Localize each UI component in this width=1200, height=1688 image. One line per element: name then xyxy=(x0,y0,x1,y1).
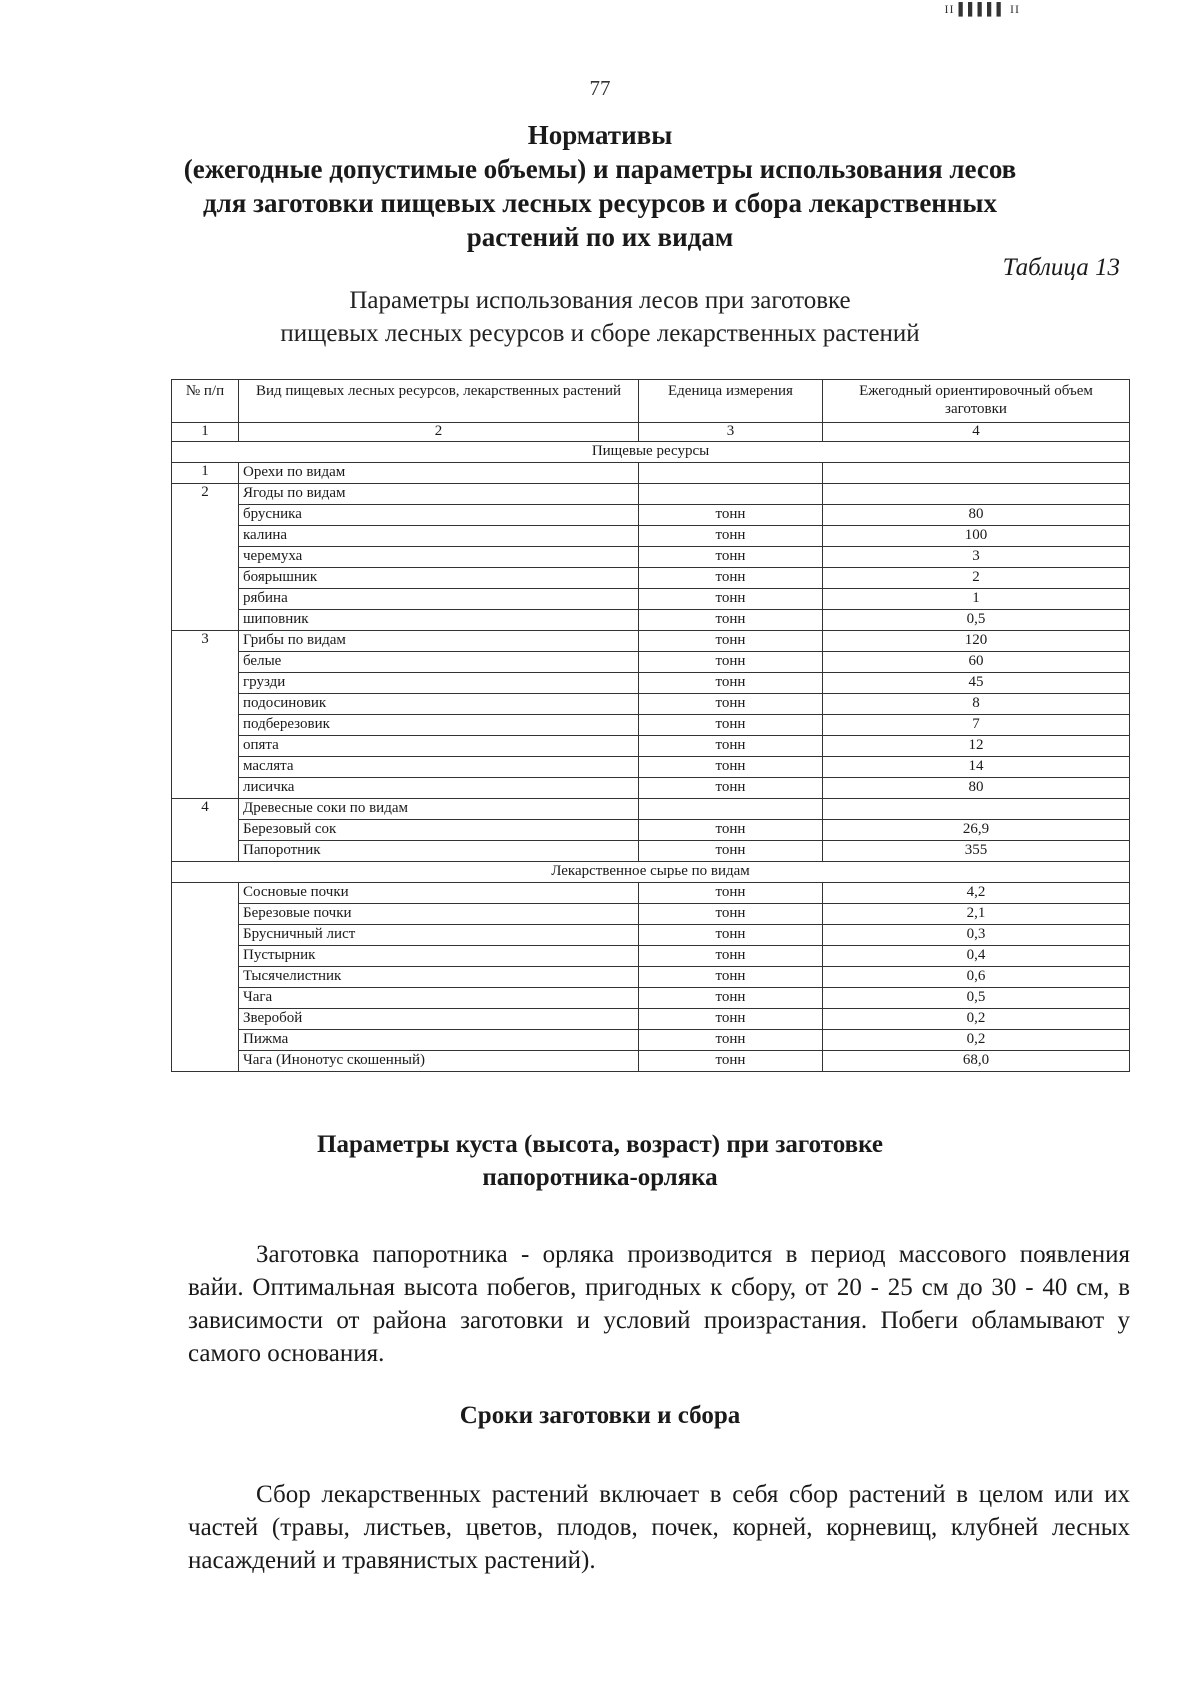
column-numbers-row xyxy=(172,423,1130,442)
volume: 0,5 xyxy=(823,988,1130,1009)
column-number: 3 xyxy=(639,423,823,442)
volume xyxy=(823,463,1130,484)
table-row xyxy=(172,1030,1130,1051)
unit xyxy=(639,799,823,820)
title-line: для заготовки пищевых лесных ресурсов и сбора лекарственных xyxy=(202,188,997,218)
resource-name: маслята xyxy=(239,757,639,778)
section-heading-terms: Сроки заготовки и сбора xyxy=(459,1402,741,1429)
resource-name: рябина xyxy=(239,589,639,610)
unit: тонн xyxy=(639,883,823,904)
caption-line: Параметры использования лесов при заготовке xyxy=(349,287,851,314)
resources-table xyxy=(171,379,1130,1072)
volume: 1 xyxy=(823,589,1130,610)
paragraph-text: Заготовка папоротника - орляка производится в период массового появления вайи. Оптимальная высота побегов, пригодных к сбору, от 20 - 25 см до 30 - 40 см, в зависимости от района заготовки и условий произрастания. Побеги обламывают у самого основания. xyxy=(188,1241,1130,1367)
title-line: (ежегодные допустимые объемы) и параметры использования лесов xyxy=(183,154,1017,184)
unit xyxy=(639,484,823,505)
title-line: Нормативы xyxy=(527,120,673,150)
resource-name: подосиновик xyxy=(239,694,639,715)
unit: тонн xyxy=(639,757,823,778)
heading-line: Параметры куста (высота, возраст) при заготовке xyxy=(317,1131,883,1158)
resource-name: Зверобой xyxy=(239,1009,639,1030)
volume: 0,2 xyxy=(823,1030,1130,1051)
table-row xyxy=(172,841,1130,862)
unit: тонн xyxy=(639,946,823,967)
unit: тонн xyxy=(639,967,823,988)
row-number: 3 xyxy=(172,631,239,799)
column-number: 4 xyxy=(823,423,1130,442)
volume: 60 xyxy=(823,652,1130,673)
resource-name: черемуха xyxy=(239,547,639,568)
resource-name: Березовые почки xyxy=(239,904,639,925)
table-row xyxy=(172,505,1130,526)
resource-name: калина xyxy=(239,526,639,547)
volume xyxy=(823,484,1130,505)
row-number: 1 xyxy=(172,463,239,484)
resource-name: Сосновые почки xyxy=(239,883,639,904)
unit: тонн xyxy=(639,631,823,652)
header-cell: Вид пищевых лесных ресурсов, лекарственных растений xyxy=(239,380,639,423)
table-row xyxy=(172,631,1130,652)
header-cell: Еденица измерения xyxy=(639,380,823,423)
table-row xyxy=(172,484,1130,505)
section-food-label: Пищевые ресурсы xyxy=(172,442,1130,463)
table-row xyxy=(172,673,1130,694)
table-row xyxy=(172,988,1130,1009)
volume: 80 xyxy=(823,505,1130,526)
caption-line: пищевых лесных ресурсов и сборе лекарственных растений xyxy=(280,320,920,347)
volume: 2 xyxy=(823,568,1130,589)
table-row xyxy=(172,652,1130,673)
unit: тонн xyxy=(639,568,823,589)
resource-name: Пижма xyxy=(239,1030,639,1051)
resource-name: Ягоды по видам xyxy=(239,484,639,505)
table-row xyxy=(172,967,1130,988)
header-cell: № п/п xyxy=(172,380,239,423)
unit: тонн xyxy=(639,736,823,757)
table-row xyxy=(172,547,1130,568)
column-number: 2 xyxy=(239,423,639,442)
resource-name: Пустырник xyxy=(239,946,639,967)
paragraph-terms xyxy=(188,1478,1130,1577)
table-row xyxy=(172,778,1130,799)
table-row xyxy=(172,715,1130,736)
volume: 0,3 xyxy=(823,925,1130,946)
table-row xyxy=(172,883,1130,904)
volume: 0,6 xyxy=(823,967,1130,988)
volume: 7 xyxy=(823,715,1130,736)
volume: 0,4 xyxy=(823,946,1130,967)
volume: 12 xyxy=(823,736,1130,757)
resource-name: Чага xyxy=(239,988,639,1009)
resource-name: боярышник xyxy=(239,568,639,589)
volume: 0,5 xyxy=(823,610,1130,631)
unit: тонн xyxy=(639,526,823,547)
unit: тонн xyxy=(639,904,823,925)
row-number: 2 xyxy=(172,484,239,631)
volume: 26,9 xyxy=(823,820,1130,841)
volume xyxy=(823,799,1130,820)
heading-line: папоротника-орляка xyxy=(482,1164,718,1191)
resource-name: Брусничный лист xyxy=(239,925,639,946)
table-row xyxy=(172,799,1130,820)
section-heading-fern xyxy=(150,1128,1050,1194)
table-header-row xyxy=(172,380,1130,423)
volume: 100 xyxy=(823,526,1130,547)
table-row xyxy=(172,610,1130,631)
unit: тонн xyxy=(639,988,823,1009)
volume: 0,2 xyxy=(823,1009,1130,1030)
row-number xyxy=(172,883,239,1072)
volume: 4,2 xyxy=(823,883,1130,904)
unit: тонн xyxy=(639,547,823,568)
unit: тонн xyxy=(639,925,823,946)
resource-name: Орехи по видам xyxy=(239,463,639,484)
resource-name: опята xyxy=(239,736,639,757)
volume: 3 xyxy=(823,547,1130,568)
table-row xyxy=(172,1051,1130,1072)
unit: тонн xyxy=(639,1030,823,1051)
volume: 45 xyxy=(823,673,1130,694)
resource-name: подберезовик xyxy=(239,715,639,736)
resource-name: Березовый сок xyxy=(239,820,639,841)
header-cell: Ежегодный ориентировочный объем заготовки xyxy=(823,380,1130,423)
table-row xyxy=(172,925,1130,946)
table-row xyxy=(172,694,1130,715)
resource-name: Тысячелистник xyxy=(239,967,639,988)
row-number: 4 xyxy=(172,799,239,862)
table-row xyxy=(172,736,1130,757)
unit: тонн xyxy=(639,673,823,694)
resource-name: грузди xyxy=(239,673,639,694)
unit: тонн xyxy=(639,505,823,526)
scan-mark: II ▌▌▌▌▌ II xyxy=(944,2,1020,16)
document-title xyxy=(150,118,1050,254)
unit: тонн xyxy=(639,652,823,673)
volume: 355 xyxy=(823,841,1130,862)
unit: тонн xyxy=(639,820,823,841)
resource-name: Папоротник xyxy=(239,841,639,862)
volume: 8 xyxy=(823,694,1130,715)
unit: тонн xyxy=(639,778,823,799)
section-food-label-row xyxy=(172,442,1130,463)
unit: тонн xyxy=(639,715,823,736)
resource-name: белые xyxy=(239,652,639,673)
table-row xyxy=(172,820,1130,841)
table-label: Таблица 13 xyxy=(1002,254,1120,281)
table-row xyxy=(172,589,1130,610)
unit: тонн xyxy=(639,1051,823,1072)
unit: тонн xyxy=(639,841,823,862)
resource-name: шиповник xyxy=(239,610,639,631)
unit xyxy=(639,463,823,484)
volume: 14 xyxy=(823,757,1130,778)
volume: 2,1 xyxy=(823,904,1130,925)
title-line: растений по их видам xyxy=(466,222,734,252)
unit: тонн xyxy=(639,1009,823,1030)
unit: тонн xyxy=(639,589,823,610)
table-row xyxy=(172,463,1130,484)
table-row xyxy=(172,757,1130,778)
volume: 120 xyxy=(823,631,1130,652)
column-number: 1 xyxy=(172,423,239,442)
table-row xyxy=(172,568,1130,589)
table-row xyxy=(172,1009,1130,1030)
volume: 68,0 xyxy=(823,1051,1130,1072)
table-caption xyxy=(150,284,1050,350)
table-row xyxy=(172,946,1130,967)
paragraph-text: Сбор лекарственных растений включает в себя сбор растений в целом или их частей (травы, листьев, цветов, плодов, почек, корней, корневищ, клубней лесных насаждений и травянистых растений). xyxy=(188,1481,1130,1574)
resource-name: Грибы по видам xyxy=(239,631,639,652)
resource-name: Древесные соки по видам xyxy=(239,799,639,820)
paragraph-fern xyxy=(188,1238,1130,1370)
resource-name: лисичка xyxy=(239,778,639,799)
resource-name: брусника xyxy=(239,505,639,526)
unit: тонн xyxy=(639,694,823,715)
unit: тонн xyxy=(639,610,823,631)
resource-name: Чага (Инонотус скошенный) xyxy=(239,1051,639,1072)
section-med-label-row xyxy=(172,862,1130,883)
section-med-label: Лекарственное сырье по видам xyxy=(172,862,1130,883)
table-row xyxy=(172,526,1130,547)
volume: 80 xyxy=(823,778,1130,799)
table-row xyxy=(172,904,1130,925)
page-number: 77 xyxy=(589,76,611,100)
